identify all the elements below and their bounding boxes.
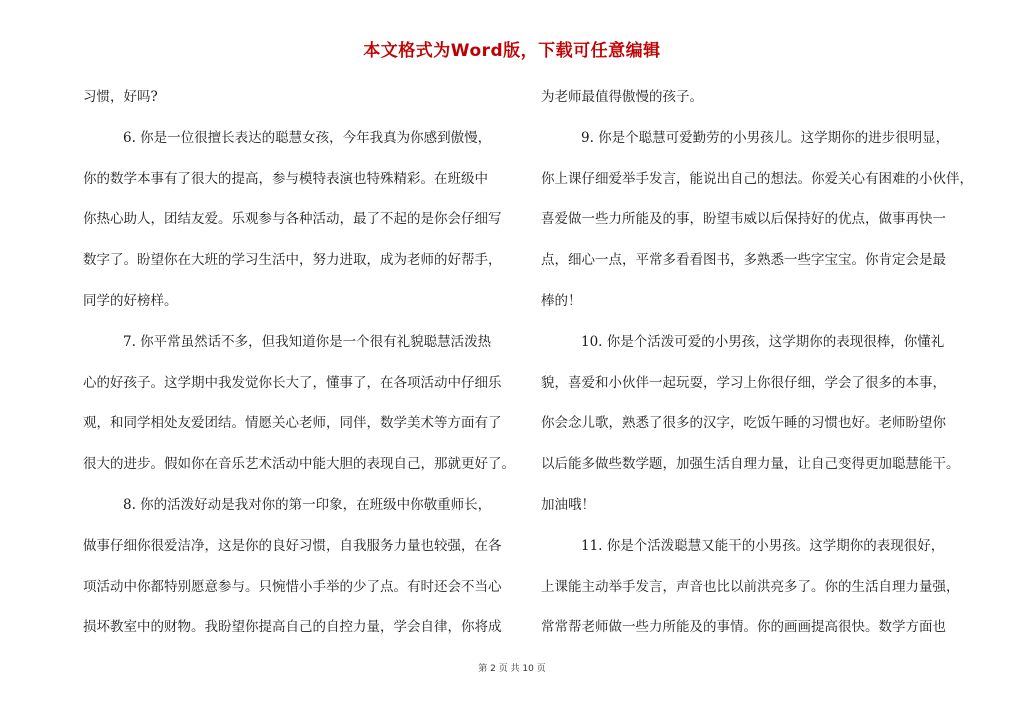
text-line: 观，和同学相处友爱团结。情愿关心老师，同伴，数学美术等方面有了 [83,415,502,432]
text-line: 同学的好榜样。 [83,292,178,309]
text-line: 以后能多做些数学题，加强生活自理力量，让自己变得更加聪慧能干。 [541,456,960,473]
left-text-column [83,77,513,648]
right-text-column [541,77,971,648]
text-line: 7. 你平常虽然话不多，但我知道你是一个很有礼貌聪慧活泼热 [123,333,492,350]
document-header-title: 本文格式为Word版，下载可任意编辑 [363,41,661,61]
text-line: 你热心助人，团结友爱。乐观参与各种活动，最了不起的是你会仔细写 [83,211,502,228]
page-number-footer: 第 2 页 共 10 页 [478,664,546,674]
text-line: 为老师最值得傲慢的孩子。 [541,89,703,105]
text-line: 心的好孩子。这学期中我发觉你长大了，懂事了，在各项活动中仔细乐 [83,374,502,391]
text-line: 10. 你是个活泼可爱的小男孩，这学期你的表现很棒，你懂礼 [581,333,945,350]
text-line: 点，细心一点，平常多看看图书，多熟悉一些字宝宝。你肯定会是最 [541,252,946,269]
text-line: 常常帮老师做一些力所能及的事情。你的画画提高很快。数学方面也 [541,619,946,636]
text-line: 6. 你是一位很擅长表达的聪慧女孩，今年我真为你感到傲慢， [123,129,492,146]
text-line: 上课能主动举手发言，声音也比以前洪亮多了。你的生活自理力量强， [541,578,960,595]
text-line: 棒的！ [541,292,582,309]
text-line: 很大的进步。假如你在音乐艺术活动中能大胆的表现自己，那就更好了。 [83,456,515,473]
text-line: 11. 你是个活泼聪慧又能干的小男孩。这学期你的表现很好， [581,537,945,554]
text-line: 加油哦！ [541,496,595,513]
text-line: 项活动中你都特别愿意参与。只惋惜小手举的少了点。有时还会不当心 [83,578,502,595]
text-line: 8. 你的活泼好动是我对你的第一印象，在班级中你敬重师长， [123,496,492,513]
text-line: 你会念儿歌，熟悉了很多的汉字，吃饭午睡的习惯也好。老师盼望你 [541,415,946,432]
text-line: 9. 你是个聪慧可爱勤劳的小男孩儿。这学期你的进步很明显， [581,129,950,146]
text-line: 习惯，好吗? [83,89,158,105]
text-line: 你的数学本事有了很大的提高，参与模特表演也特殊精彩。在班级中 [83,170,488,187]
text-line: 你上课仔细爱举手发言，能说出自己的想法。你爱关心有困难的小伙伴， [541,170,973,187]
text-line: 损坏教室中的财物。我盼望你提高自己的自控力量，学会自律，你将成 [83,619,502,636]
text-line: 做事仔细你很爱洁净，这是你的良好习惯，自我服务力量也较强，在各 [83,537,502,554]
text-line: 貌，喜爱和小伙伴一起玩耍，学习上你很仔细，学会了很多的本事， [541,374,946,391]
text-line: 喜爱做一些力所能及的事，盼望韦威以后保持好的优点，做事再快一 [541,211,946,228]
text-line: 数字了。盼望你在大班的学习生活中，努力进取，成为老师的好帮手， [83,252,502,269]
